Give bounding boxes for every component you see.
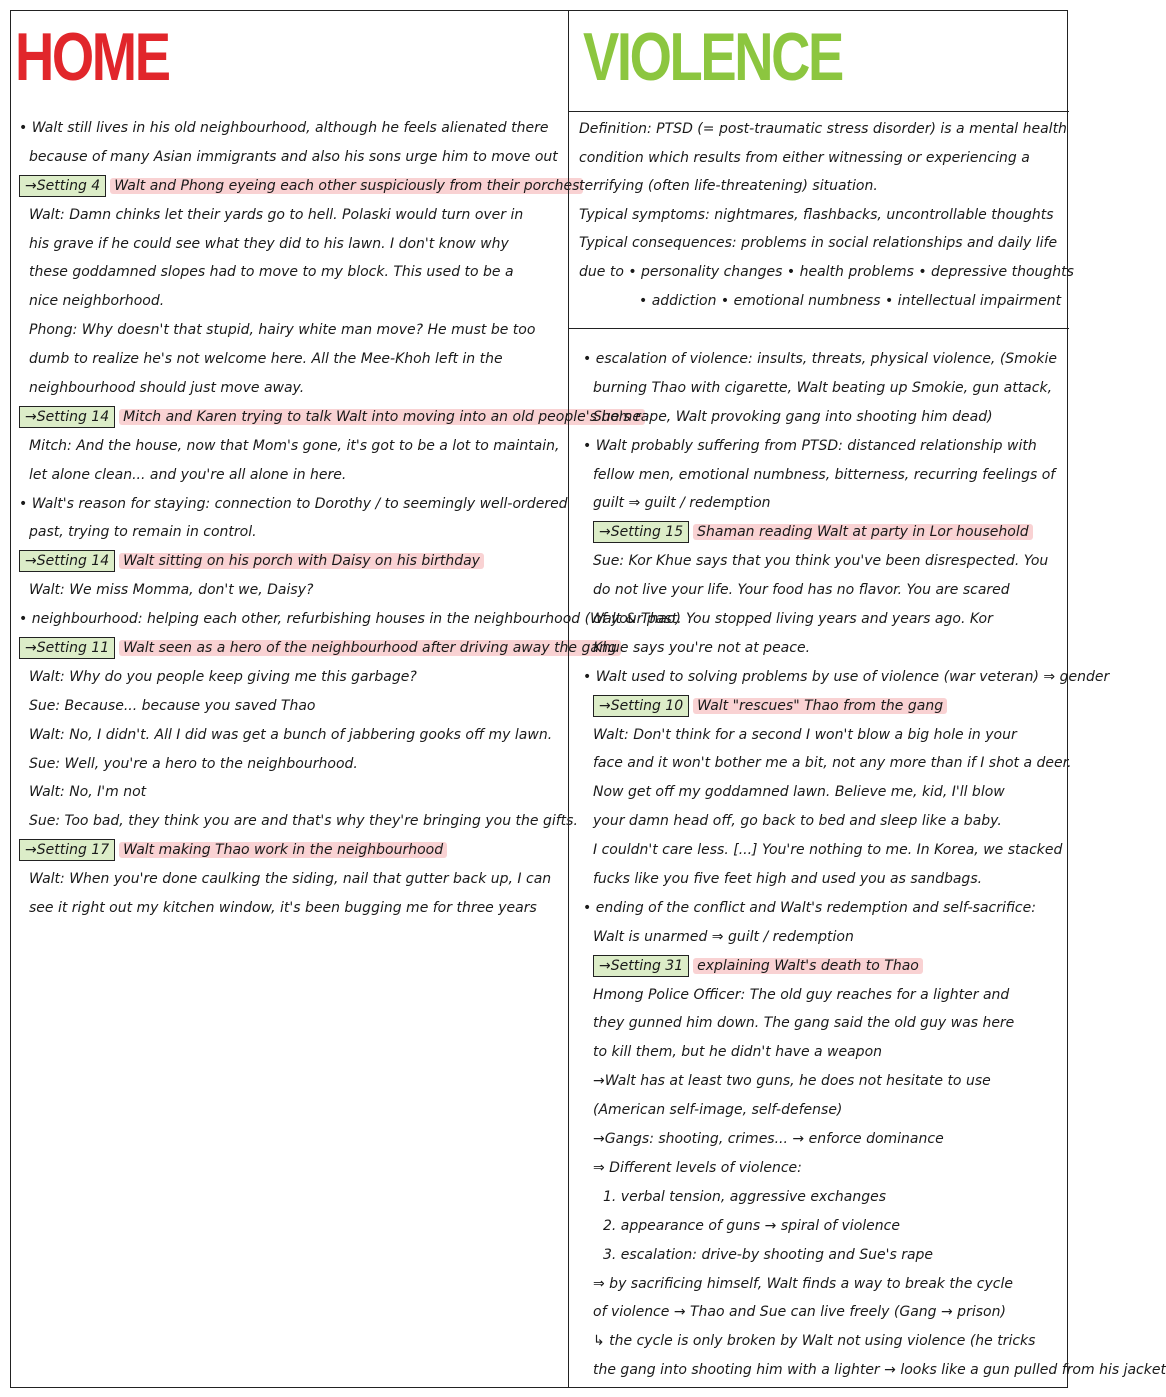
note-line [19, 807, 578, 836]
line-text: of your past. You stopped living years and years ago. Kor [593, 611, 993, 628]
violence-notes [583, 345, 1166, 1385]
notes-sheet [10, 10, 1166, 1388]
definition-line: condition which results from either witnessing or experiencing a [579, 149, 1030, 166]
setting-description: Walt seen as a hero of the neighbourhood after driving away the gang [119, 640, 621, 656]
ptsd-definition-box [569, 111, 1074, 329]
setting-description: Mitch and Karen trying to talk Walt into moving into an old people's home [119, 409, 645, 425]
line-text: face and it won't bother me a bit, not any more than if I shot a deer. [593, 755, 1072, 772]
note-line [19, 258, 562, 287]
line-text: Sue's rape, Walt provoking gang into shooting him dead) [593, 408, 993, 425]
setting-tag: →Setting 10 [593, 695, 689, 717]
setting-tag: →Setting 15 [593, 521, 689, 543]
setting-tag: →Setting 31 [593, 955, 689, 977]
setting-reference [583, 952, 1063, 981]
definition-line: Definition: PTSD (= post-traumatic stress disorder) is a mental health [579, 121, 1067, 137]
line-text: • escalation of violence: insults, threats, physical violence, (Smokie [583, 351, 1057, 367]
note-line [19, 721, 562, 750]
setting-description: Walt making Thao work in the neighbourhood [119, 842, 447, 858]
line-text: Hmong Police Officer: The old guy reaches for a lighter and [593, 986, 1010, 1003]
note-line [19, 143, 562, 172]
note-line [583, 1183, 1063, 1212]
line-text: his grave if he could see what they did to his lawn. I don't know why [29, 235, 509, 252]
note-line [19, 865, 562, 894]
line-text: these goddamned slopes had to move to my block. This used to be a [29, 264, 514, 281]
definition-line: Typical symptoms: nightmares, flashbacks, uncontrollable thoughts [579, 206, 1054, 223]
line-text: Mitch: And the house, now that Mom's gone, it's got to be a lot to maintain, [29, 437, 560, 454]
setting-reference [19, 634, 617, 663]
note-line [583, 605, 1063, 634]
line-text: because of many Asian immigrants and also his sons urge him to move out [29, 148, 558, 165]
line-text: see it right out my kitchen window, it's been bugging me for three years [29, 900, 537, 917]
line-text: guilt ⇒ guilt / redemption [593, 495, 771, 512]
line-text: Sue: Too bad, they think you are and that's why they're bringing you the gifts. [29, 813, 578, 830]
violence-header [569, 11, 1069, 112]
definition-line: terrifying (often life-threatening) situation. [579, 178, 878, 195]
line-text: 3. escalation: drive-by shooting and Sue's rape [603, 1246, 934, 1263]
note-line [583, 489, 1063, 518]
line-text: your damn head off, go back to bed and sleep like a baby. [593, 813, 1002, 830]
note-line [19, 345, 562, 374]
note-line [583, 865, 1063, 894]
bullet-line [19, 114, 562, 143]
note-line [583, 1067, 1063, 1096]
note-line [583, 1125, 1063, 1154]
setting-tag: →Setting 4 [19, 175, 106, 197]
setting-description: Walt and Phong eyeing each other suspiciously from their porches [110, 178, 583, 194]
note-line [19, 692, 562, 721]
setting-tag: →Setting 14 [19, 550, 115, 572]
line-text: Khue says you're not at peace. [593, 639, 811, 656]
note-line [583, 1298, 1063, 1327]
bullet-line [583, 345, 1063, 374]
line-text: I couldn't care less. [...] You're nothing to me. In Korea, we stacked [593, 842, 1063, 859]
line-text: Walt: When you're done caulking the siding, nail that gutter back up, I can [29, 871, 552, 888]
line-text: • Walt still lives in his old neighbourhood, although he feels alienated there [19, 120, 549, 136]
line-text: • Walt used to solving problems by use of violence (war veteran) ⇒ gender [583, 668, 1110, 685]
note-line [583, 403, 1063, 432]
line-text: →Walt has at least two guns, he does not hesitate to use [593, 1073, 991, 1090]
bullet-line [583, 432, 1063, 461]
home-title: HOME [15, 19, 169, 95]
line-text: fucks like you five feet high and used you as sandbags. [593, 871, 983, 888]
line-text: • Walt probably suffering from PTSD: distanced relationship with [583, 437, 1037, 454]
note-line [583, 1327, 1063, 1356]
note-line [583, 1356, 1166, 1385]
setting-reference [19, 547, 562, 576]
line-text: Sue: Well, you're a hero to the neighbourhood. [29, 755, 358, 772]
note-line [19, 432, 562, 461]
note-line [583, 721, 1063, 750]
setting-tag: →Setting 11 [19, 637, 115, 659]
setting-tag: →Setting 14 [19, 406, 115, 428]
note-line [583, 634, 1063, 663]
line-text: burning Thao with cigarette, Walt beating up Smokie, gun attack, [593, 379, 1053, 396]
note-line [583, 1096, 1063, 1125]
bullet-line [19, 490, 568, 519]
note-line [583, 374, 1063, 403]
line-text: dumb to realize he's not welcome here. All the Mee-Khoh left in the [29, 351, 503, 368]
definition-line: Typical consequences: problems in social relationships and daily life [579, 235, 1058, 252]
line-text: • Walt's reason for staying: connection to Dorothy / to seemingly well-ordered [19, 495, 568, 512]
note-line [583, 807, 1063, 836]
note-line [583, 1270, 1063, 1299]
line-text: →Gangs: shooting, crimes... → enforce dominance [593, 1131, 944, 1148]
note-line [19, 518, 562, 547]
note-line [583, 981, 1063, 1010]
note-line [583, 836, 1063, 865]
line-text: • ending of the conflict and Walt's redemption and self-sacrifice: [583, 899, 1036, 916]
line-text: Now get off my goddamned lawn. Believe me, kid, I'll blow [593, 784, 1005, 801]
note-line [583, 1154, 1063, 1183]
note-line [583, 749, 1072, 778]
note-line [583, 1241, 1063, 1270]
note-line [19, 894, 562, 923]
bullet-line [583, 894, 1063, 923]
setting-reference [19, 836, 562, 865]
line-text: ⇒ Different levels of violence: [593, 1159, 802, 1176]
note-line [583, 1038, 1063, 1067]
bullet-line [583, 663, 1110, 692]
line-text: 2. appearance of guns → spiral of violence [603, 1217, 900, 1234]
line-text: Walt is unarmed ⇒ guilt / redemption [593, 928, 854, 945]
note-line [19, 461, 562, 490]
note-line [19, 750, 562, 779]
line-text: Walt: Why do you people keep giving me this garbage? [29, 668, 417, 685]
line-text: Walt: No, I'm not [29, 784, 147, 801]
line-text: Walt: We miss Momma, don't we, Daisy? [29, 582, 314, 599]
bullet-line [19, 605, 681, 634]
note-line [583, 461, 1063, 490]
line-text: to kill them, but he didn't have a weapon [593, 1044, 883, 1061]
definition-line: • addiction • emotional numbness • intellectual impairment [639, 292, 1062, 309]
line-text: let alone clean... and you're all alone in here. [29, 466, 347, 483]
line-text: Sue: Because... because you saved Thao [29, 697, 316, 714]
setting-description: Walt "rescues" Thao from the gang [693, 698, 947, 714]
line-text: the gang into shooting him with a lighter → looks like a gun pulled from his jacket [593, 1362, 1166, 1379]
note-line [19, 316, 562, 345]
note-line [19, 287, 562, 316]
note-line [19, 778, 562, 807]
line-text: Walt: Don't think for a second I won't blow a big hole in your [593, 726, 1017, 743]
note-line [583, 778, 1063, 807]
line-text: nice neighborhood. [29, 293, 165, 310]
line-text: ⇒ by sacrificing himself, Walt finds a way to break the cycle [593, 1275, 1013, 1292]
line-text: past, trying to remain in control. [29, 524, 257, 541]
violence-title: VIOLENCE [583, 19, 842, 95]
setting-description: Shaman reading Walt at party in Lor household [693, 524, 1032, 540]
line-text: do not live your life. Your food has no flavor. You are scared [593, 582, 1010, 599]
note-line [583, 1212, 1063, 1241]
line-text: Walt: No, I didn't. All I did was get a bunch of jabbering gooks off my lawn. [29, 726, 553, 743]
line-text: they gunned him down. The gang said the old guy was here [593, 1015, 1015, 1032]
line-text: Sue: Kor Khue says that you think you've been disrespected. You [593, 553, 1049, 570]
line-text: ↳ the cycle is only broken by Walt not using violence (he tricks [593, 1333, 1036, 1350]
note-line [19, 576, 562, 605]
line-text: Phong: Why doesn't that stupid, hairy white man move? He must be too [29, 322, 536, 339]
setting-reference [583, 518, 1063, 547]
note-line [583, 923, 1063, 952]
line-text: 1. verbal tension, aggressive exchanges [603, 1188, 887, 1205]
note-line [583, 547, 1063, 576]
note-line [583, 1009, 1063, 1038]
line-text: • neighbourhood: helping each other, refurbishing houses in the neighbourhood (Walt & Thao) [19, 611, 681, 628]
note-line [583, 576, 1063, 605]
line-text: (American self-image, self-defense) [593, 1102, 843, 1119]
setting-description: explaining Walt's death to Thao [693, 958, 923, 974]
note-line [19, 201, 562, 230]
note-line [19, 374, 562, 403]
setting-description: Walt sitting on his porch with Daisy on his birthday [119, 553, 484, 569]
line-text: fellow men, emotional numbness, bitterness, recurring feelings of [593, 466, 1056, 483]
line-text: Walt: Damn chinks let their yards go to hell. Polaski would turn over in [29, 206, 524, 223]
setting-reference [583, 692, 1063, 721]
violence-column [568, 11, 1166, 1387]
line-text: of violence → Thao and Sue can live freely (Gang → prison) [593, 1304, 1006, 1321]
setting-reference [19, 403, 642, 432]
note-line [19, 230, 562, 259]
setting-tag: →Setting 17 [19, 839, 115, 861]
note-line [19, 663, 562, 692]
line-text: neighbourhood should just move away. [29, 380, 305, 397]
setting-reference [19, 172, 580, 201]
definition-line: due to • personality changes • health problems • depressive thoughts [579, 263, 1074, 280]
